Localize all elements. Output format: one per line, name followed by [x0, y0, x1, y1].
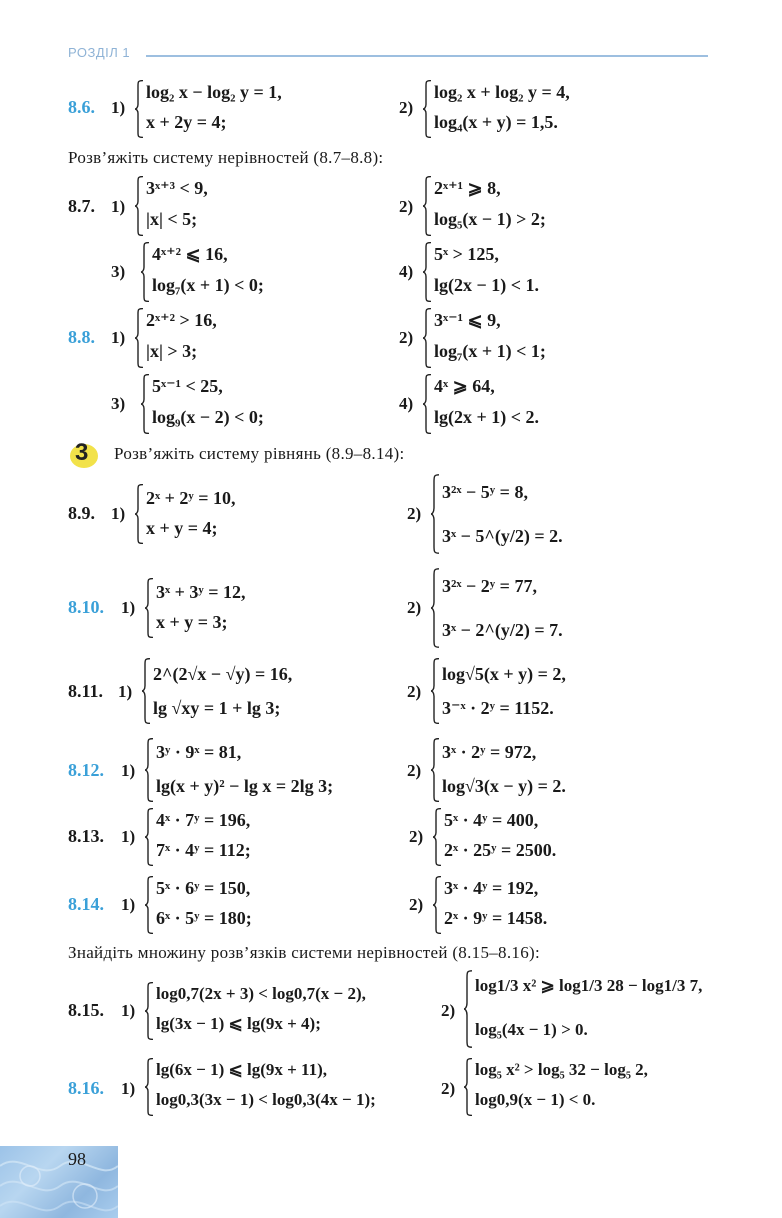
inequality-line: 4ˣ⁺² ⩽ 16, [152, 244, 228, 264]
brace [422, 374, 432, 434]
equation-line: x + y = 3; [156, 612, 228, 632]
inequality-system [422, 176, 672, 236]
subproblem-label: 1) [111, 98, 126, 117]
equation-line: 4ˣ · 7ʸ = 196, [156, 810, 251, 830]
brace [430, 568, 440, 648]
inequality-line: log0,7(2x + 3) < log0,7(x − 2), [156, 984, 366, 1003]
subproblem-label: 2) [407, 761, 422, 780]
inequality-line: 5ˣ > 125, [434, 244, 499, 264]
subproblem-label: 1) [118, 682, 133, 701]
equation-system [432, 876, 682, 934]
equation-line: log√5(x + y) = 2, [442, 664, 566, 684]
equation-line: 5ˣ · 4ʸ = 400, [444, 810, 539, 830]
equation-line: log₂ x + log₂ y = 4, [434, 82, 570, 102]
inequality-line: 2ˣ⁺² > 16, [146, 310, 217, 330]
brace [144, 578, 154, 638]
subproblem-label: 1) [111, 197, 126, 216]
header-rule [146, 55, 708, 57]
inequality-line: lg(6x − 1) ⩽ lg(9x + 11), [156, 1060, 328, 1079]
chapter-label: РОЗДІЛ 1 [68, 45, 131, 60]
inequality-line: lg(2x + 1) < 2. [434, 407, 540, 427]
equation-system [422, 80, 672, 138]
problem-number: 8.11. [68, 681, 104, 701]
brace [422, 176, 432, 236]
subproblem-label: 1) [121, 1079, 136, 1098]
inequality-system [422, 374, 672, 434]
inequality-system [463, 1058, 763, 1116]
subproblem-label: 2) [407, 504, 422, 523]
subproblem-label: 2) [399, 197, 414, 216]
equation-system [430, 474, 680, 554]
equation-line: 6ˣ · 5ʸ = 180; [156, 908, 252, 928]
chapter-header [68, 43, 708, 67]
inequality-line: log₅(4x − 1) > 0. [475, 1020, 588, 1039]
equation-system [144, 808, 394, 866]
subproblem-label: 4) [399, 262, 414, 281]
brace [463, 1058, 473, 1116]
equation-line: 5ˣ · 6ʸ = 150, [156, 878, 251, 898]
equation-line: 2ˣ · 25ʸ = 2500. [444, 840, 557, 860]
brace [144, 738, 154, 802]
problem-number: 8.6. [68, 97, 95, 117]
equation-line: lg(x + y)² − lg x = 2lg 3; [156, 776, 334, 796]
page-number: 98 [68, 1149, 86, 1169]
equation-line: 2ˣ · 9ʸ = 1458. [444, 908, 548, 928]
equation-line: 3ˣ − 5^(y/2) = 2. [442, 526, 563, 546]
inequality-line: log₅(x − 1) > 2; [434, 209, 546, 229]
brace [140, 242, 150, 302]
subproblem-label: 3) [111, 394, 126, 413]
inequality-line: 4ˣ ⩾ 64, [434, 376, 495, 396]
subproblem-label: 1) [121, 827, 136, 846]
subproblem-label: 1) [121, 598, 136, 617]
brace [422, 308, 432, 368]
subproblem-label: 1) [111, 328, 126, 347]
equation-system [141, 658, 401, 724]
inequality-system [140, 374, 390, 434]
inequality-line: log0,3(3x − 1) < log0,3(4x − 1); [156, 1090, 376, 1109]
equation-line: 3ˣ · 4ʸ = 192, [444, 878, 539, 898]
problem-number: 8.10. [68, 597, 104, 617]
equation-line: 3⁻ˣ · 2ʸ = 1152. [442, 698, 554, 718]
wave-pattern-icon [0, 1146, 118, 1218]
brace [144, 876, 154, 934]
equation-line: 3ʸ · 9ˣ = 81, [156, 742, 242, 762]
equation-line: 2ˣ + 2ʸ = 10, [146, 488, 236, 508]
inequality-line: log₉(x − 2) < 0; [152, 407, 264, 427]
inequality-line: log₇(x + 1) < 1; [434, 341, 546, 361]
inequality-line: lg(2x − 1) < 1. [434, 275, 540, 295]
equation-system [144, 876, 394, 934]
equation-line: 3ˣ · 2ʸ = 972, [442, 742, 537, 762]
inequality-system [422, 242, 672, 302]
subproblem-label: 2) [399, 98, 414, 117]
equation-system [432, 808, 682, 866]
section-instruction: Розв’яжіть систему рівнянь (8.9–8.14): [114, 444, 405, 463]
inequality-system [134, 176, 384, 236]
brace [140, 374, 150, 434]
equation-line: 3²ˣ − 2ʸ = 77, [442, 576, 537, 596]
equation-line: 3ˣ + 3ʸ = 12, [156, 582, 246, 602]
equation-system [134, 484, 384, 544]
equation-line: 7ˣ · 4ʸ = 112; [156, 840, 251, 860]
subproblem-label: 2) [441, 1079, 456, 1098]
section-instruction: Розв’яжіть систему нерівностей (8.7–8.8): [68, 148, 384, 167]
level-number: 3 [75, 439, 89, 466]
brace [141, 658, 151, 724]
subproblem-label: 1) [121, 761, 136, 780]
inequality-line: 5ˣ⁻¹ < 25, [152, 376, 223, 396]
brace [144, 982, 154, 1040]
subproblem-label: 2) [409, 895, 424, 914]
decorative-corner-pattern [0, 1146, 118, 1218]
brace [144, 808, 154, 866]
equation-line: 2^(2√x − √y) = 16, [153, 664, 293, 684]
problem-number: 8.13. [68, 826, 104, 846]
brace [422, 242, 432, 302]
equation-line: log₂ x − log₂ y = 1, [146, 82, 282, 102]
problem-number: 8.8. [68, 327, 95, 347]
brace [134, 484, 144, 544]
equation-line: lg √xy = 1 + lg 3; [153, 698, 281, 718]
subproblem-label: 2) [441, 1001, 456, 1020]
brace [430, 738, 440, 802]
subproblem-label: 1) [121, 895, 136, 914]
inequality-system [422, 308, 672, 368]
inequality-line: lg(3x − 1) ⩽ lg(9x + 4); [156, 1014, 321, 1033]
inequality-line: log0,9(x − 1) < 0. [475, 1090, 596, 1109]
brace [430, 658, 440, 724]
equation-line: 3ˣ − 2^(y/2) = 7. [442, 620, 563, 640]
brace [432, 808, 442, 866]
equation-line: x + y = 4; [146, 518, 218, 538]
subproblem-label: 2) [399, 328, 414, 347]
inequality-line: log₇(x + 1) < 0; [152, 275, 264, 295]
inequality-line: 3ˣ⁻¹ ⩽ 9, [434, 310, 501, 330]
inequality-system [144, 982, 434, 1040]
brace [422, 80, 432, 138]
brace [134, 80, 144, 138]
problem-number: 8.12. [68, 760, 104, 780]
problem-number: 8.9. [68, 503, 95, 523]
inequality-system [140, 242, 390, 302]
inequality-system [463, 970, 763, 1048]
equation-line: 3²ˣ − 5ʸ = 8, [442, 482, 528, 502]
subproblem-label: 1) [111, 504, 126, 523]
equation-system [134, 80, 384, 138]
equation-system [430, 568, 680, 648]
problem-number: 8.16. [68, 1078, 104, 1098]
inequality-line: |x| < 5; [146, 209, 198, 229]
brace [144, 1058, 154, 1116]
inequality-system [134, 308, 384, 368]
inequality-line: log1/3 x² ⩾ log1/3 28 − log1/3 7, [475, 976, 703, 995]
equation-line: x + 2y = 4; [146, 112, 227, 132]
section-instruction: Знайдіть множину розв’язків системи нерівностей (8.15–8.16): [68, 943, 540, 962]
difficulty-level-badge [70, 440, 100, 468]
brace [432, 876, 442, 934]
brace [134, 308, 144, 368]
equation-system [144, 738, 399, 802]
equation-system [430, 658, 680, 724]
inequality-line: |x| > 3; [146, 341, 198, 361]
equation-line: log₄(x + y) = 1,5. [434, 112, 558, 132]
subproblem-label: 2) [409, 827, 424, 846]
subproblem-label: 4) [399, 394, 414, 413]
inequality-line: 2ˣ⁺¹ ⩾ 8, [434, 178, 501, 198]
equation-system [144, 578, 394, 638]
subproblem-label: 2) [407, 682, 422, 701]
problem-number: 8.7. [68, 196, 95, 216]
brace [430, 474, 440, 554]
equation-system [430, 738, 680, 802]
brace [134, 176, 144, 236]
subproblem-label: 3) [111, 262, 126, 281]
inequality-line: 3ˣ⁺³ < 9, [146, 178, 208, 198]
inequality-line: log₅ x² > log₅ 32 − log₅ 2, [475, 1060, 648, 1079]
subproblem-label: 1) [121, 1001, 136, 1020]
problem-number: 8.15. [68, 1000, 104, 1020]
problem-number: 8.14. [68, 894, 104, 914]
equation-line: log√3(x − y) = 2. [442, 776, 566, 796]
inequality-system [144, 1058, 434, 1116]
brace [463, 970, 473, 1048]
subproblem-label: 2) [407, 598, 422, 617]
